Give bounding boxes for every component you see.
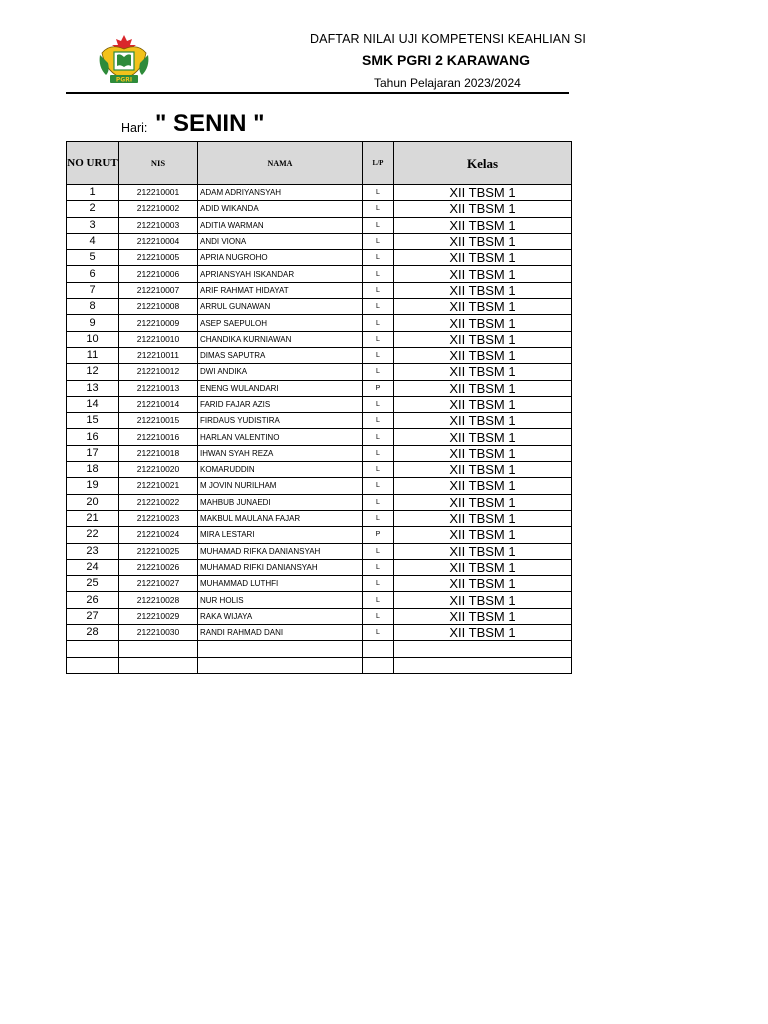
cell-kelas: XII TBSM 1 (394, 413, 572, 429)
cell-kelas: XII TBSM 1 (394, 217, 572, 233)
cell-kelas: XII TBSM 1 (394, 201, 572, 217)
cell-nis (119, 657, 198, 673)
table-row (67, 201, 572, 217)
cell-lp: L (363, 250, 394, 266)
cell-kelas: XII TBSM 1 (394, 510, 572, 526)
cell-nis: 212210021 (119, 478, 198, 494)
cell-kelas: XII TBSM 1 (394, 347, 572, 363)
cell-lp: L (363, 445, 394, 461)
cell-no: 4 (67, 233, 119, 249)
table-row (67, 478, 572, 494)
cell-lp: L (363, 592, 394, 608)
table-row (67, 315, 572, 331)
cell-no: 11 (67, 347, 119, 363)
cell-lp: P (363, 380, 394, 396)
cell-nama: MAKBUL MAULANA FAJAR (198, 510, 363, 526)
cell-lp: L (363, 347, 394, 363)
cell-kelas: XII TBSM 1 (394, 576, 572, 592)
table-row (67, 527, 572, 543)
table-row (67, 413, 572, 429)
cell-lp: L (363, 625, 394, 641)
document-title: DAFTAR NILAI UJI KOMPETENSI KEAHLIAN SI (310, 32, 586, 46)
cell-kelas: XII TBSM 1 (394, 250, 572, 266)
cell-nis: 212210002 (119, 201, 198, 217)
cell-lp: L (363, 396, 394, 412)
day-value: " SENIN " (155, 110, 265, 137)
cell-nis: 212210006 (119, 266, 198, 282)
table-row (67, 510, 572, 526)
cell-kelas: XII TBSM 1 (394, 494, 572, 510)
cell-nama: CHANDIKA KURNIAWAN (198, 331, 363, 347)
table-row (67, 250, 572, 266)
cell-nis: 212210022 (119, 494, 198, 510)
cell-nama: DIMAS SAPUTRA (198, 347, 363, 363)
cell-kelas: XII TBSM 1 (394, 380, 572, 396)
cell-nis: 212210010 (119, 331, 198, 347)
cell-kelas: XII TBSM 1 (394, 266, 572, 282)
cell-no: 28 (67, 625, 119, 641)
cell-no: 19 (67, 478, 119, 494)
cell-nis: 212210007 (119, 282, 198, 298)
cell-lp (363, 641, 394, 657)
cell-kelas: XII TBSM 1 (394, 282, 572, 298)
table-row (67, 331, 572, 347)
cell-no: 18 (67, 462, 119, 478)
cell-nis: 212210014 (119, 396, 198, 412)
cell-nis: 212210028 (119, 592, 198, 608)
cell-nis: 212210015 (119, 413, 198, 429)
col-header-no: NO URUT (67, 142, 119, 185)
cell-nama: MIRA LESTARI (198, 527, 363, 543)
cell-lp: L (363, 478, 394, 494)
cell-nis: 212210012 (119, 364, 198, 380)
table-row (67, 396, 572, 412)
cell-lp: L (363, 282, 394, 298)
cell-kelas: XII TBSM 1 (394, 625, 572, 641)
cell-kelas: XII TBSM 1 (394, 233, 572, 249)
cell-lp: L (363, 543, 394, 559)
cell-lp: L (363, 315, 394, 331)
table-row (67, 445, 572, 461)
cell-nama: ADID WIKANDA (198, 201, 363, 217)
table-row (67, 347, 572, 363)
table-row (67, 608, 572, 624)
cell-lp: L (363, 576, 394, 592)
cell-nis: 212210023 (119, 510, 198, 526)
cell-no: 2 (67, 201, 119, 217)
cell-nama: MUHAMAD RIFKI DANIANSYAH (198, 559, 363, 575)
table-row (67, 282, 572, 298)
cell-nis: 212210008 (119, 299, 198, 315)
cell-no: 14 (67, 396, 119, 412)
cell-lp: L (363, 510, 394, 526)
col-header-nama: NAMA (198, 142, 363, 185)
student-table (66, 141, 572, 674)
cell-lp: L (363, 233, 394, 249)
cell-no: 5 (67, 250, 119, 266)
day-label: Hari: (121, 121, 148, 135)
cell-no: 22 (67, 527, 119, 543)
cell-no: 7 (67, 282, 119, 298)
cell-no: 17 (67, 445, 119, 461)
cell-nama: FIRDAUS YUDISTIRA (198, 413, 363, 429)
table-row (67, 592, 572, 608)
col-header-nis: NIS (119, 142, 198, 185)
table-row (67, 266, 572, 282)
cell-nama: ARIF RAHMAT HIDAYAT (198, 282, 363, 298)
cell-no: 21 (67, 510, 119, 526)
cell-nis: 212210013 (119, 380, 198, 396)
cell-no: 9 (67, 315, 119, 331)
cell-nama: DWI ANDIKA (198, 364, 363, 380)
cell-no: 8 (67, 299, 119, 315)
cell-kelas: XII TBSM 1 (394, 396, 572, 412)
cell-kelas: XII TBSM 1 (394, 185, 572, 201)
cell-kelas: XII TBSM 1 (394, 364, 572, 380)
cell-no: 15 (67, 413, 119, 429)
cell-nama: ASEP SAEPULOH (198, 315, 363, 331)
table-row (67, 462, 572, 478)
cell-lp: L (363, 429, 394, 445)
cell-nis: 212210027 (119, 576, 198, 592)
cell-lp: L (363, 201, 394, 217)
table-header-row (67, 142, 572, 185)
cell-lp: L (363, 413, 394, 429)
table-row (67, 380, 572, 396)
table-row (67, 641, 572, 657)
cell-no: 12 (67, 364, 119, 380)
cell-kelas: XII TBSM 1 (394, 592, 572, 608)
cell-nama: APRIA NUGROHO (198, 250, 363, 266)
table-row (67, 559, 572, 575)
cell-no: 3 (67, 217, 119, 233)
cell-nama (198, 641, 363, 657)
cell-nama: ENENG WULANDARI (198, 380, 363, 396)
cell-lp: L (363, 364, 394, 380)
cell-lp: L (363, 266, 394, 282)
cell-nis: 212210018 (119, 445, 198, 461)
table-row (67, 429, 572, 445)
cell-kelas: XII TBSM 1 (394, 527, 572, 543)
table-row (67, 657, 572, 673)
cell-kelas (394, 641, 572, 657)
table-row (67, 576, 572, 592)
cell-nama: ANDI VIONA (198, 233, 363, 249)
cell-nama: RAKA WIJAYA (198, 608, 363, 624)
cell-no: 10 (67, 331, 119, 347)
cell-nis: 212210026 (119, 559, 198, 575)
cell-nis: 212210025 (119, 543, 198, 559)
cell-lp: P (363, 527, 394, 543)
cell-kelas (394, 657, 572, 673)
cell-nama: HARLAN VALENTINO (198, 429, 363, 445)
cell-nama: MUHAMMAD LUTHFI (198, 576, 363, 592)
academic-year: Tahun Pelajaran 2023/2024 (374, 76, 521, 90)
col-header-lp: L/P (363, 142, 394, 185)
cell-nis: 212210004 (119, 233, 198, 249)
cell-nis: 212210024 (119, 527, 198, 543)
cell-nama: MAHBUB JUNAEDI (198, 494, 363, 510)
cell-no: 24 (67, 559, 119, 575)
cell-nis: 212210009 (119, 315, 198, 331)
table-row (67, 625, 572, 641)
cell-kelas: XII TBSM 1 (394, 478, 572, 494)
cell-no: 13 (67, 380, 119, 396)
table-row (67, 217, 572, 233)
cell-no: 23 (67, 543, 119, 559)
cell-lp: L (363, 217, 394, 233)
cell-no: 6 (67, 266, 119, 282)
cell-nis: 212210003 (119, 217, 198, 233)
cell-kelas: XII TBSM 1 (394, 429, 572, 445)
cell-nama: APRIANSYAH ISKANDAR (198, 266, 363, 282)
cell-nama: FARID FAJAR AZIS (198, 396, 363, 412)
cell-nis: 212210001 (119, 185, 198, 201)
header-divider (66, 92, 569, 94)
cell-nis: 212210016 (119, 429, 198, 445)
cell-kelas: XII TBSM 1 (394, 445, 572, 461)
cell-nama: ADAM ADRIYANSYAH (198, 185, 363, 201)
cell-lp (363, 657, 394, 673)
cell-nama: IHWAN SYAH REZA (198, 445, 363, 461)
cell-nama: ARRUL GUNAWAN (198, 299, 363, 315)
cell-kelas: XII TBSM 1 (394, 331, 572, 347)
table-row (67, 364, 572, 380)
cell-no: 20 (67, 494, 119, 510)
cell-kelas: XII TBSM 1 (394, 559, 572, 575)
cell-nis (119, 641, 198, 657)
table-row (67, 494, 572, 510)
table-row (67, 233, 572, 249)
cell-kelas: XII TBSM 1 (394, 608, 572, 624)
cell-no: 25 (67, 576, 119, 592)
cell-nis: 212210005 (119, 250, 198, 266)
cell-no: 1 (67, 185, 119, 201)
school-name: SMK PGRI 2 KARAWANG (362, 52, 531, 68)
cell-lp: L (363, 331, 394, 347)
cell-nis: 212210020 (119, 462, 198, 478)
logo-text: PGRI (115, 76, 133, 84)
col-header-kelas: Kelas (394, 142, 572, 185)
cell-lp: L (363, 299, 394, 315)
table-row (67, 543, 572, 559)
cell-kelas: XII TBSM 1 (394, 299, 572, 315)
cell-no: 27 (67, 608, 119, 624)
cell-nis: 212210029 (119, 608, 198, 624)
cell-lp: L (363, 559, 394, 575)
cell-no (67, 657, 119, 673)
cell-nama: RANDI RAHMAD DANI (198, 625, 363, 641)
cell-no: 16 (67, 429, 119, 445)
cell-nama: M JOVIN NURILHAM (198, 478, 363, 494)
cell-no: 26 (67, 592, 119, 608)
cell-nama: MUHAMAD RIFKA DANIANSYAH (198, 543, 363, 559)
cell-nama: NUR HOLIS (198, 592, 363, 608)
cell-nama: ADITIA WARMAN (198, 217, 363, 233)
cell-lp: L (363, 608, 394, 624)
table-row (67, 299, 572, 315)
cell-kelas: XII TBSM 1 (394, 315, 572, 331)
cell-kelas: XII TBSM 1 (394, 543, 572, 559)
school-logo (96, 33, 152, 89)
table-row (67, 185, 572, 201)
cell-nama: KOMARUDDIN (198, 462, 363, 478)
cell-lp: L (363, 494, 394, 510)
cell-nama (198, 657, 363, 673)
cell-nis: 212210011 (119, 347, 198, 363)
cell-kelas: XII TBSM 1 (394, 462, 572, 478)
cell-nis: 212210030 (119, 625, 198, 641)
cell-no (67, 641, 119, 657)
cell-lp: L (363, 185, 394, 201)
cell-lp: L (363, 462, 394, 478)
